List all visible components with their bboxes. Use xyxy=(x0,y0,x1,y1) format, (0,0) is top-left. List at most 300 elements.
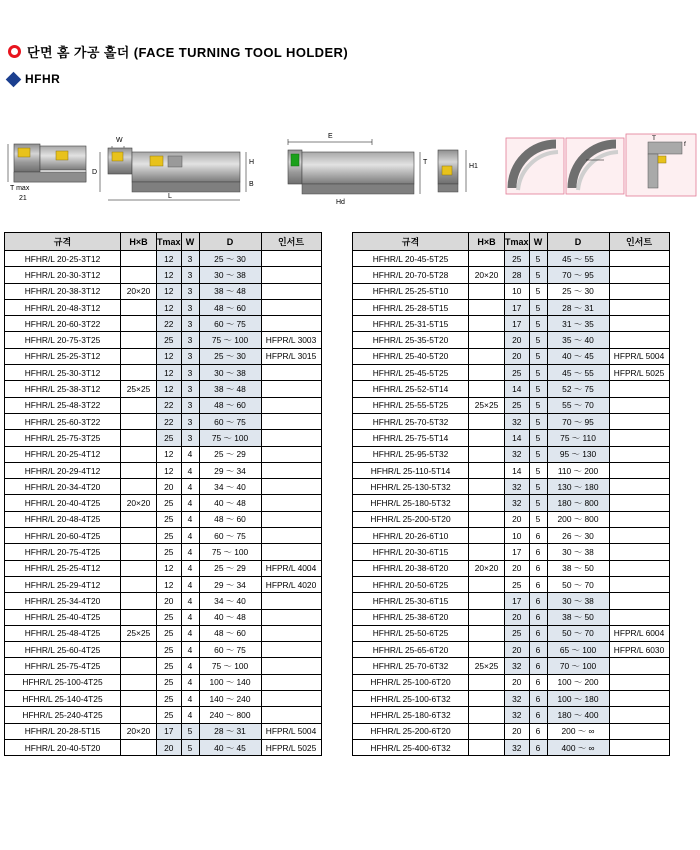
cell-w: 3 xyxy=(181,381,199,397)
cell-tmax: 20 xyxy=(157,479,182,495)
cell-insert xyxy=(261,658,321,674)
cell-model-name: HFHR/L 20-50-6T25 xyxy=(353,576,469,592)
cell-w: 5 xyxy=(529,332,547,348)
table-row xyxy=(5,691,322,707)
cell-w: 3 xyxy=(181,251,199,267)
cell-model-name: HFHR/L 25-34-4T20 xyxy=(5,593,121,609)
cell-hb: 25×25 xyxy=(121,381,157,397)
cell-w: 3 xyxy=(181,267,199,283)
cell-w: 6 xyxy=(529,576,547,592)
cell-insert xyxy=(261,544,321,560)
cell-d: 34 ～ 40 xyxy=(199,593,261,609)
table-row xyxy=(5,251,322,267)
cell-insert xyxy=(261,462,321,478)
cell-insert xyxy=(261,511,321,527)
table-row xyxy=(5,560,322,576)
cell-hb xyxy=(469,576,505,592)
cell-w: 5 xyxy=(529,495,547,511)
right-spec-table xyxy=(352,232,670,756)
cell-model-name: HFHR/L 25-200-6T20 xyxy=(353,723,469,739)
svg-text:T max: T max xyxy=(10,185,30,192)
cell-d: 38 ～ 50 xyxy=(547,560,609,576)
cell-hb xyxy=(469,609,505,625)
cell-w: 4 xyxy=(181,658,199,674)
cell-hb xyxy=(121,413,157,429)
cell-d: 35 ～ 40 xyxy=(547,332,609,348)
cell-d: 180 ～ 400 xyxy=(547,707,609,723)
cell-hb xyxy=(121,511,157,527)
cell-w: 4 xyxy=(181,593,199,609)
cell-hb xyxy=(469,495,505,511)
cell-tmax: 14 xyxy=(505,430,530,446)
table-row xyxy=(5,283,322,299)
cell-tmax: 25 xyxy=(505,625,530,641)
cell-model-name: HFHR/L 20-60-4T25 xyxy=(5,528,121,544)
table-row xyxy=(353,511,670,527)
cell-w: 6 xyxy=(529,609,547,625)
blue-diamond-icon xyxy=(6,71,22,87)
cell-w: 3 xyxy=(181,430,199,446)
table-row xyxy=(353,560,670,576)
cell-insert: HFPR/L 6030 xyxy=(609,642,669,658)
cell-tmax: 20 xyxy=(505,511,530,527)
table-row xyxy=(5,413,322,429)
cell-insert xyxy=(261,365,321,381)
page-title: 단면 홈 가공 홀더 (FACE TURNING TOOL HOLDER) xyxy=(27,45,349,60)
cell-w: 4 xyxy=(181,560,199,576)
cell-hb: 25×25 xyxy=(469,397,505,413)
cell-hb xyxy=(469,739,505,755)
cell-hb xyxy=(469,642,505,658)
cell-model-name: HFHR/L 20-75-4T25 xyxy=(5,544,121,560)
cell-tmax: 25 xyxy=(157,528,182,544)
cell-hb xyxy=(469,707,505,723)
cell-insert xyxy=(609,316,669,332)
cell-hb xyxy=(121,446,157,462)
cell-model-name: HFHR/L 25-100-6T20 xyxy=(353,674,469,690)
table-row xyxy=(353,707,670,723)
cell-w: 5 xyxy=(529,251,547,267)
cell-tmax: 32 xyxy=(505,707,530,723)
cell-d: 25 ～ 30 xyxy=(199,348,261,364)
cell-d: 38 ～ 50 xyxy=(547,609,609,625)
cell-d: 110 ～ 200 xyxy=(547,462,609,478)
cell-insert xyxy=(609,267,669,283)
cell-model-name: HFHR/L 20-25-4T12 xyxy=(5,446,121,462)
cell-insert: HFPR/L 5025 xyxy=(609,365,669,381)
cell-w: 6 xyxy=(529,593,547,609)
figure-view-main xyxy=(92,137,254,200)
cell-tmax: 17 xyxy=(505,316,530,332)
cell-w: 6 xyxy=(529,691,547,707)
cell-insert xyxy=(261,413,321,429)
cell-w: 5 xyxy=(529,397,547,413)
cell-d: 30 ～ 38 xyxy=(199,365,261,381)
cell-hb xyxy=(121,691,157,707)
cell-w: 5 xyxy=(529,462,547,478)
cell-w: 5 xyxy=(529,381,547,397)
cell-w: 5 xyxy=(529,365,547,381)
cell-model-name: HFHR/L 25-200-5T20 xyxy=(353,511,469,527)
table-row xyxy=(353,576,670,592)
cell-tmax: 12 xyxy=(157,446,182,462)
cell-w: 3 xyxy=(181,299,199,315)
cell-model-name: HFHR/L 20-25-3T12 xyxy=(5,251,121,267)
table-row xyxy=(353,674,670,690)
cell-model-name: HFHR/L 25-140-4T25 xyxy=(5,691,121,707)
right-spec-table-wrap xyxy=(352,232,670,756)
cell-tmax: 12 xyxy=(157,267,182,283)
table-row xyxy=(5,348,322,364)
svg-text:H: H xyxy=(249,159,255,166)
cell-model-name: HFHR/L 25-48-3T22 xyxy=(5,397,121,413)
cell-insert: HFPR/L 5004 xyxy=(609,348,669,364)
cell-w: 5 xyxy=(529,479,547,495)
table-row xyxy=(353,413,670,429)
cell-insert: HFPR/L 3003 xyxy=(261,332,321,348)
cell-d: 40 ～ 45 xyxy=(547,348,609,364)
cell-w: 4 xyxy=(181,479,199,495)
cell-tmax: 22 xyxy=(157,413,182,429)
cell-w: 3 xyxy=(181,332,199,348)
table-row xyxy=(353,397,670,413)
table-row xyxy=(353,299,670,315)
cell-hb xyxy=(469,348,505,364)
cell-hb xyxy=(469,283,505,299)
cell-insert xyxy=(261,625,321,641)
left-table-body xyxy=(5,251,322,756)
cell-tmax: 12 xyxy=(157,462,182,478)
cell-insert xyxy=(261,609,321,625)
cell-tmax: 28 xyxy=(505,267,530,283)
cell-d: 65 ～ 100 xyxy=(547,642,609,658)
cell-insert: HFPR/L 6004 xyxy=(609,625,669,641)
table-row xyxy=(5,299,322,315)
svg-text:W: W xyxy=(116,137,123,144)
table-row xyxy=(5,495,322,511)
cell-hb xyxy=(469,332,505,348)
cell-model-name: HFHR/L 20-40-4T25 xyxy=(5,495,121,511)
svg-text:21: 21 xyxy=(19,195,27,202)
cell-insert xyxy=(261,397,321,413)
cell-d: 48 ～ 60 xyxy=(199,511,261,527)
table-row xyxy=(353,283,670,299)
cell-d: 29 ～ 34 xyxy=(199,462,261,478)
cell-tmax: 12 xyxy=(157,251,182,267)
table-row xyxy=(5,625,322,641)
cell-model-name: HFHR/L 25-400-6T32 xyxy=(353,739,469,755)
table-row xyxy=(5,609,322,625)
table-row xyxy=(5,544,322,560)
cell-tmax: 12 xyxy=(157,381,182,397)
cell-tmax: 25 xyxy=(157,609,182,625)
cell-model-name: HFHR/L 20-75-3T25 xyxy=(5,332,121,348)
cell-model-name: HFHR/L 25-25-4T12 xyxy=(5,560,121,576)
col-header-hb: H×B xyxy=(121,233,157,251)
cell-w: 6 xyxy=(529,707,547,723)
col-header-name: 규격 xyxy=(5,233,121,251)
cell-w: 3 xyxy=(181,397,199,413)
cell-hb xyxy=(121,576,157,592)
cell-insert xyxy=(609,462,669,478)
cell-insert xyxy=(609,544,669,560)
cell-hb xyxy=(469,316,505,332)
cell-hb xyxy=(469,723,505,739)
cell-model-name: HFHR/L 25-130-5T32 xyxy=(353,479,469,495)
cell-d: 40 ～ 45 xyxy=(199,739,261,755)
cell-model-name: HFHR/L 25-35-5T20 xyxy=(353,332,469,348)
cell-d: 28 ～ 31 xyxy=(547,299,609,315)
cell-w: 4 xyxy=(181,609,199,625)
cell-w: 3 xyxy=(181,316,199,332)
cell-hb xyxy=(121,397,157,413)
cell-tmax: 25 xyxy=(157,642,182,658)
cell-model-name: HFHR/L 25-30-3T12 xyxy=(5,365,121,381)
table-row xyxy=(5,593,322,609)
cell-model-name: HFHR/L 25-55-5T25 xyxy=(353,397,469,413)
cell-w: 5 xyxy=(529,316,547,332)
cell-tmax: 25 xyxy=(157,625,182,641)
cell-insert xyxy=(609,576,669,592)
table-row xyxy=(353,691,670,707)
cell-insert xyxy=(609,528,669,544)
cell-hb: 25×25 xyxy=(469,658,505,674)
cell-insert xyxy=(609,674,669,690)
cell-tmax: 32 xyxy=(505,479,530,495)
cell-insert xyxy=(261,593,321,609)
cell-tmax: 22 xyxy=(157,316,182,332)
cell-hb xyxy=(121,348,157,364)
cell-insert xyxy=(261,430,321,446)
cell-model-name: HFHR/L 25-28-5T15 xyxy=(353,299,469,315)
cell-d: 26 ～ 30 xyxy=(547,528,609,544)
cell-w: 5 xyxy=(181,723,199,739)
cell-tmax: 25 xyxy=(505,365,530,381)
tool-diagram xyxy=(0,96,700,226)
cell-model-name: HFHR/L 25-75-5T14 xyxy=(353,430,469,446)
cell-w: 5 xyxy=(181,739,199,755)
cell-tmax: 10 xyxy=(505,283,530,299)
table-row xyxy=(353,528,670,544)
cell-insert xyxy=(261,479,321,495)
cell-d: 100 ～ 200 xyxy=(547,674,609,690)
cell-model-name: HFHR/L 20-48-4T25 xyxy=(5,511,121,527)
table-row xyxy=(353,348,670,364)
cell-insert xyxy=(261,299,321,315)
cell-hb xyxy=(121,430,157,446)
cell-hb xyxy=(121,560,157,576)
cell-w: 3 xyxy=(181,348,199,364)
cell-model-name: HFHR/L 25-40-5T20 xyxy=(353,348,469,364)
table-row xyxy=(353,723,670,739)
cell-insert xyxy=(609,430,669,446)
col-header-tmax: Tmax xyxy=(157,233,182,251)
cell-insert: HFPR/L 5025 xyxy=(261,739,321,755)
cell-d: 75 ～ 110 xyxy=(547,430,609,446)
cell-hb xyxy=(121,593,157,609)
table-row xyxy=(353,544,670,560)
table-row xyxy=(353,267,670,283)
cell-insert xyxy=(261,267,321,283)
cell-insert xyxy=(261,674,321,690)
cell-insert xyxy=(261,642,321,658)
cell-insert xyxy=(609,397,669,413)
cell-d: 25 ～ 30 xyxy=(199,251,261,267)
figure-view-front xyxy=(438,150,478,192)
cell-model-name: HFHR/L 25-38-3T12 xyxy=(5,381,121,397)
table-row xyxy=(353,430,670,446)
cell-w: 6 xyxy=(529,544,547,560)
cell-model-name: HFHR/L 25-45-5T25 xyxy=(353,365,469,381)
cell-insert: HFPR/L 4004 xyxy=(261,560,321,576)
cell-tmax: 12 xyxy=(157,560,182,576)
cell-hb xyxy=(469,365,505,381)
table-row xyxy=(5,723,322,739)
cell-insert xyxy=(609,283,669,299)
cell-w: 5 xyxy=(529,267,547,283)
svg-text:L: L xyxy=(168,193,172,200)
cell-d: 100 ～ 140 xyxy=(199,674,261,690)
table-header-row xyxy=(5,233,322,251)
cell-w: 6 xyxy=(529,560,547,576)
cell-model-name: HFHR/L 25-25-3T12 xyxy=(5,348,121,364)
cell-w: 4 xyxy=(181,642,199,658)
red-ring-icon xyxy=(8,45,21,58)
cell-tmax: 20 xyxy=(157,593,182,609)
cell-model-name: HFHR/L 25-52-5T14 xyxy=(353,381,469,397)
cell-hb xyxy=(121,528,157,544)
cell-d: 75 ～ 100 xyxy=(199,332,261,348)
cell-hb: 20×20 xyxy=(121,495,157,511)
cell-model-name: HFHR/L 20-60-3T22 xyxy=(5,316,121,332)
cell-insert xyxy=(261,316,321,332)
page-subtitle: HFHR xyxy=(25,72,61,86)
cell-hb xyxy=(121,316,157,332)
cell-w: 6 xyxy=(529,528,547,544)
svg-text:T: T xyxy=(652,135,656,142)
cell-tmax: 25 xyxy=(157,707,182,723)
cell-insert xyxy=(261,283,321,299)
cell-tmax: 20 xyxy=(505,560,530,576)
table-row xyxy=(5,446,322,462)
cell-w: 6 xyxy=(529,739,547,755)
cell-tmax: 32 xyxy=(505,658,530,674)
cell-model-name: HFHR/L 25-29-4T12 xyxy=(5,576,121,592)
cell-model-name: HFHR/L 25-110-5T14 xyxy=(353,462,469,478)
cell-tmax: 22 xyxy=(157,397,182,413)
cell-insert xyxy=(609,658,669,674)
table-row xyxy=(353,365,670,381)
table-row xyxy=(5,739,322,755)
cell-tmax: 20 xyxy=(505,674,530,690)
cell-model-name: HFHR/L 20-45-5T25 xyxy=(353,251,469,267)
cell-model-name: HFHR/L 25-40-4T25 xyxy=(5,609,121,625)
figure-view-e xyxy=(288,133,428,206)
cell-w: 5 xyxy=(529,413,547,429)
page-title-row xyxy=(8,42,348,61)
col-header-tmax: Tmax xyxy=(505,233,530,251)
table-row xyxy=(5,267,322,283)
cell-model-name: HFHR/L 25-50-6T25 xyxy=(353,625,469,641)
cell-tmax: 17 xyxy=(505,299,530,315)
table-row xyxy=(353,479,670,495)
cell-model-name: HFHR/L 25-180-6T32 xyxy=(353,707,469,723)
col-header-insert: 인서트 xyxy=(261,233,321,251)
cell-insert xyxy=(261,381,321,397)
cell-hb: 20×20 xyxy=(121,723,157,739)
cell-hb xyxy=(121,674,157,690)
table-row xyxy=(353,462,670,478)
cell-d: 60 ～ 75 xyxy=(199,528,261,544)
cell-tmax: 25 xyxy=(157,544,182,560)
cell-d: 25 ～ 29 xyxy=(199,560,261,576)
cell-hb xyxy=(121,544,157,560)
table-row xyxy=(5,658,322,674)
table-row xyxy=(353,642,670,658)
cell-insert xyxy=(609,299,669,315)
col-header-hb: H×B xyxy=(469,233,505,251)
cell-tmax: 12 xyxy=(157,283,182,299)
svg-text:E: E xyxy=(328,133,333,140)
cell-hb xyxy=(469,251,505,267)
cell-w: 3 xyxy=(181,413,199,429)
cell-d: 95 ～ 130 xyxy=(547,446,609,462)
cell-model-name: HFHR/L 25-31-5T15 xyxy=(353,316,469,332)
cell-d: 60 ～ 75 xyxy=(199,413,261,429)
cell-hb xyxy=(121,332,157,348)
cell-tmax: 20 xyxy=(157,739,182,755)
cell-model-name: HFHR/L 25-95-5T32 xyxy=(353,446,469,462)
cell-tmax: 17 xyxy=(505,593,530,609)
cell-d: 130 ～ 180 xyxy=(547,479,609,495)
cell-d: 60 ～ 75 xyxy=(199,316,261,332)
cell-tmax: 12 xyxy=(157,576,182,592)
table-row xyxy=(5,332,322,348)
cell-hb xyxy=(469,625,505,641)
cell-insert xyxy=(609,479,669,495)
cell-w: 4 xyxy=(181,495,199,511)
cell-d: 52 ～ 75 xyxy=(547,381,609,397)
cell-w: 6 xyxy=(529,658,547,674)
cell-model-name: HFHR/L 20-70-5T28 xyxy=(353,267,469,283)
cell-d: 28 ～ 31 xyxy=(199,723,261,739)
cell-tmax: 25 xyxy=(157,332,182,348)
cell-d: 25 ～ 29 xyxy=(199,446,261,462)
cell-d: 50 ～ 70 xyxy=(547,625,609,641)
cell-model-name: HFHR/L 25-60-4T25 xyxy=(5,642,121,658)
cell-d: 100 ～ 180 xyxy=(547,691,609,707)
cell-hb xyxy=(469,511,505,527)
cell-w: 4 xyxy=(181,674,199,690)
cell-model-name: HFHR/L 25-75-4T25 xyxy=(5,658,121,674)
cell-tmax: 25 xyxy=(157,691,182,707)
cell-tmax: 32 xyxy=(505,495,530,511)
cell-d: 45 ～ 55 xyxy=(547,251,609,267)
cell-tmax: 20 xyxy=(505,609,530,625)
table-row xyxy=(5,462,322,478)
table-row xyxy=(353,381,670,397)
left-spec-table xyxy=(4,232,322,756)
cell-hb xyxy=(469,691,505,707)
cell-model-name: HFHR/L 20-48-3T12 xyxy=(5,299,121,315)
cell-hb xyxy=(469,446,505,462)
cell-d: 45 ～ 55 xyxy=(547,365,609,381)
cell-hb xyxy=(121,479,157,495)
cell-hb xyxy=(469,593,505,609)
cell-d: 40 ～ 48 xyxy=(199,609,261,625)
svg-text:B: B xyxy=(249,181,254,188)
cell-d: 34 ～ 40 xyxy=(199,479,261,495)
